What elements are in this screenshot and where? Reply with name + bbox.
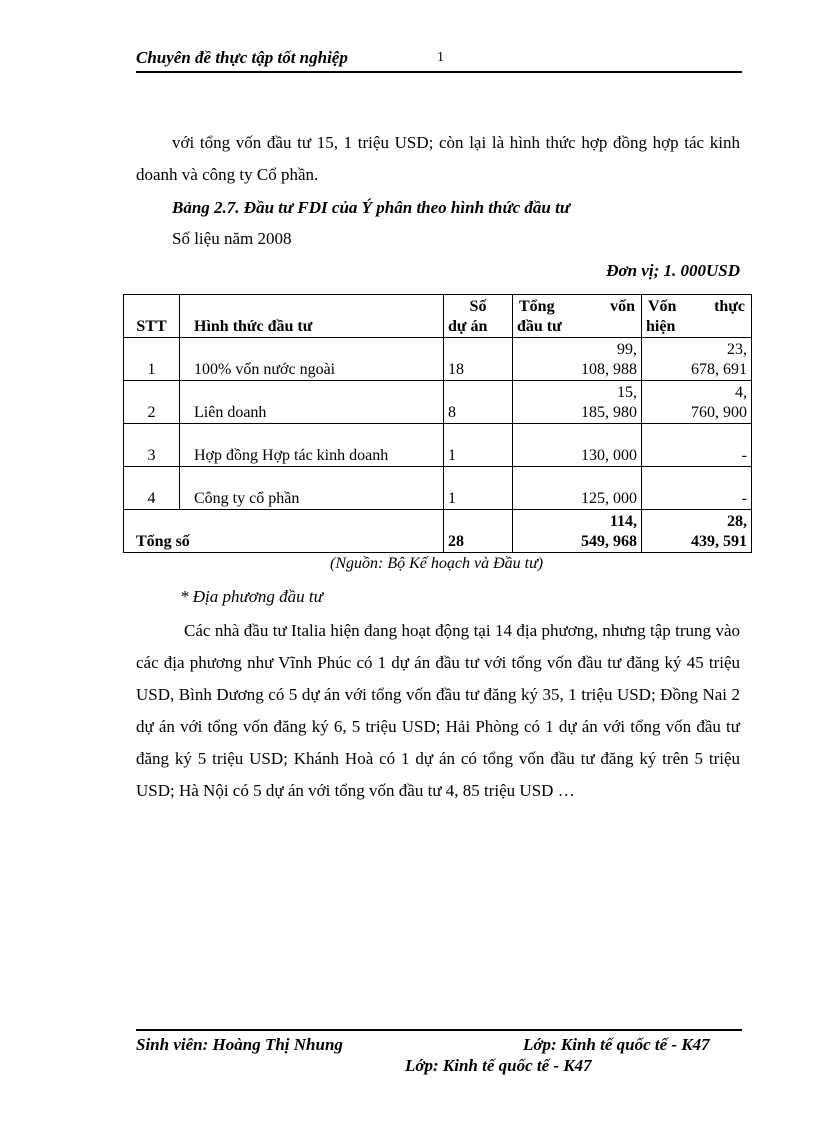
header-projects: Số dự án xyxy=(444,295,513,338)
table-caption: Bảng 2.7. Đầu tư FDI của Ý phân theo hình thức đầu tư xyxy=(172,198,571,217)
total-projects: 28 xyxy=(444,510,513,553)
table-row xyxy=(124,467,752,510)
row-stt: 2 xyxy=(124,381,180,424)
header-stt: STT xyxy=(124,295,180,338)
total-realized: 28, 439, 591 xyxy=(642,510,752,553)
year-note: Số liệu năm 2008 xyxy=(172,229,292,248)
paragraph-1: với tổng vốn đầu tư 15, 1 triệu USD; còn lại là hình thức hợp đồng hợp tác kinh doanh và công ty Cổ phần. xyxy=(136,133,740,184)
table-row xyxy=(124,381,752,424)
row-stt: 1 xyxy=(124,338,180,381)
footer-rule xyxy=(136,1029,742,1031)
row-projects: 18 xyxy=(444,338,513,381)
row-form: Hợp đồng Hợp tác kinh doanh xyxy=(180,424,444,467)
row-capital: 130, 000 xyxy=(513,424,642,467)
page-number: 1 xyxy=(437,50,444,65)
row-capital: 125, 000 xyxy=(513,467,642,510)
footer-student: Sinh viên: Hoàng Thị Nhung xyxy=(136,1035,343,1054)
row-form: Công ty cổ phần xyxy=(180,467,444,510)
table-header-row xyxy=(124,295,752,338)
subheading: * Địa phương đầu tư xyxy=(180,587,323,606)
row-realized: 4, 760, 900 xyxy=(642,381,752,424)
row-capital: 15, 185, 980 xyxy=(513,381,642,424)
paragraph-2: Các nhà đầu tư Italia hiện đang hoạt động tại 14 địa phương, nhưng tập trung vào các địa phương như Vĩnh Phúc có 1 dự án đầu tư với tổng vốn đầu tư đăng ký 45 triệu USD, Bình Dương có 5 dự án với tổng vốn đầu tư đăng ký 35, 1 triệu USD; Đồng Nai 2 dự án với tổng vốn đăng ký 6, 5 triệu USD; Hải Phòng có 1 dự án với tổng vốn đầu tư đăng ký 5 triệu USD; Khánh Hoà có 1 dự án có tổng vốn đầu tư đăng ký trên 5 triệu USD; Hà Nội có 5 dự án với tổng vốn đầu tư 4, 85 triệu USD … xyxy=(136,621,740,800)
total-label: Tổng số xyxy=(124,510,444,553)
row-stt: 4 xyxy=(124,467,180,510)
table-total-row xyxy=(124,510,752,553)
header-rule xyxy=(136,71,742,73)
header-title: Chuyên đề thực tập tốt nghiệp xyxy=(136,48,348,67)
row-form: 100% vốn nước ngoài xyxy=(180,338,444,381)
row-realized: 23, 678, 691 xyxy=(642,338,752,381)
total-capital: 114, 549, 968 xyxy=(513,510,642,553)
row-form: Liên doanh xyxy=(180,381,444,424)
footer-class: Lớp: Kinh tế quốc tế - K47 xyxy=(523,1035,710,1054)
row-projects: 1 xyxy=(444,467,513,510)
header-realized: Vốn thực hiện xyxy=(642,295,752,338)
table-row xyxy=(124,424,752,467)
row-realized: - xyxy=(642,467,752,510)
table-row xyxy=(124,338,752,381)
table-source: (Nguồn: Bộ Kế hoạch và Đầu tư) xyxy=(330,555,544,572)
row-stt: 3 xyxy=(124,424,180,467)
header-form: Hình thức đầu tư xyxy=(180,295,444,338)
row-realized: - xyxy=(642,424,752,467)
header-capital: Tổng vốn đầu tư xyxy=(513,295,642,338)
row-capital: 99, 108, 988 xyxy=(513,338,642,381)
row-projects: 1 xyxy=(444,424,513,467)
fdi-table xyxy=(123,294,752,553)
footer-class-repeat: Lớp: Kinh tế quốc tế - K47 xyxy=(405,1056,592,1075)
unit-note: Đơn vị; 1. 000USD xyxy=(606,261,740,280)
row-projects: 8 xyxy=(444,381,513,424)
